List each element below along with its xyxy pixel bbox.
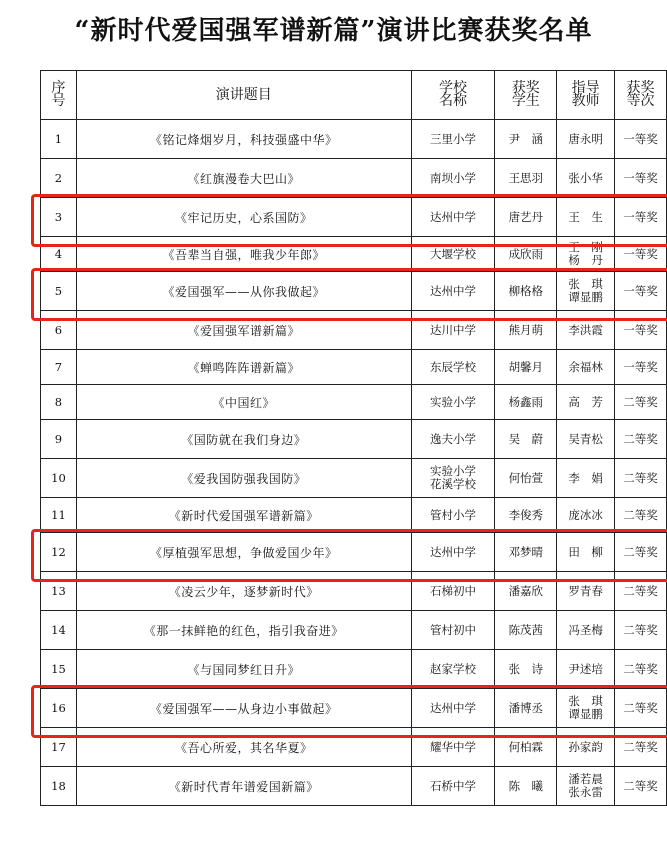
cell-student: 吴 蔚 (495, 420, 557, 459)
cell-school: 耀华中学 (411, 728, 495, 767)
awards-table (40, 70, 667, 806)
table-row (41, 459, 667, 498)
cell-no: 8 (41, 385, 77, 420)
cell-school: 实验小学 花溪学校 (411, 459, 495, 498)
cell-award: 一等奖 (615, 120, 667, 159)
table-row (41, 572, 667, 611)
cell-topic: 《爱国强军——从你我做起》 (76, 272, 411, 311)
cell-award: 二等奖 (615, 420, 667, 459)
cell-no: 7 (41, 350, 77, 385)
cell-topic: 《新时代青年谱爱国新篇》 (76, 767, 411, 806)
page-title: “新时代爱国强军谱新篇”演讲比赛获奖名单 (74, 16, 593, 46)
cell-award: 一等奖 (615, 237, 667, 272)
cell-student: 王思羽 (495, 159, 557, 198)
cell-student: 陈 曦 (495, 767, 557, 806)
cell-student: 杨鑫雨 (495, 385, 557, 420)
cell-topic: 《铭记烽烟岁月，科技强盛中华》 (76, 120, 411, 159)
cell-school: 南坝小学 (411, 159, 495, 198)
cell-teacher: 李 娟 (557, 459, 615, 498)
table-row (41, 420, 667, 459)
cell-no: 15 (41, 650, 77, 689)
cell-topic: 《中国红》 (76, 385, 411, 420)
cell-topic: 《爱国强军谱新篇》 (76, 311, 411, 350)
cell-teacher: 张 琪 谭显鹏 (557, 689, 615, 728)
cell-award: 二等奖 (615, 459, 667, 498)
cell-no: 1 (41, 120, 77, 159)
cell-school: 管村小学 (411, 498, 495, 533)
cell-award: 二等奖 (615, 728, 667, 767)
cell-no: 3 (41, 198, 77, 237)
cell-student: 何柏霖 (495, 728, 557, 767)
cell-no: 2 (41, 159, 77, 198)
cell-topic: 《厚植强军思想，争做爱国少年》 (76, 533, 411, 572)
header-school: 学校 名称 (411, 71, 495, 120)
cell-teacher: 田 柳 (557, 533, 615, 572)
cell-teacher: 余福林 (557, 350, 615, 385)
cell-student: 熊月萌 (495, 311, 557, 350)
cell-teacher: 冯圣梅 (557, 611, 615, 650)
cell-student: 唐艺丹 (495, 198, 557, 237)
table-row (41, 350, 667, 385)
cell-teacher: 王 生 (557, 198, 615, 237)
cell-school: 达州中学 (411, 272, 495, 311)
cell-award: 二等奖 (615, 650, 667, 689)
header-topic: 演讲题目 (76, 71, 411, 120)
table-row (41, 120, 667, 159)
cell-teacher: 王 刚 杨 丹 (557, 237, 615, 272)
cell-teacher: 唐永明 (557, 120, 615, 159)
cell-student: 成欣雨 (495, 237, 557, 272)
table-row (41, 728, 667, 767)
table-row (41, 767, 667, 806)
cell-student: 潘博丞 (495, 689, 557, 728)
cell-topic: 《爱国强军——从身边小事做起》 (76, 689, 411, 728)
table-row (41, 533, 667, 572)
table-row (41, 237, 667, 272)
cell-no: 9 (41, 420, 77, 459)
cell-teacher: 张 琪 谭显鹏 (557, 272, 615, 311)
cell-award: 一等奖 (615, 159, 667, 198)
cell-topic: 《与国同梦红日升》 (76, 650, 411, 689)
table-row (41, 272, 667, 311)
cell-school: 达川中学 (411, 311, 495, 350)
cell-school: 达州中学 (411, 198, 495, 237)
cell-award: 一等奖 (615, 311, 667, 350)
cell-school: 达州中学 (411, 689, 495, 728)
cell-topic: 《新时代爱国强军谱新篇》 (76, 498, 411, 533)
cell-topic: 《那一抹鲜艳的红色，指引我奋进》 (76, 611, 411, 650)
table-row (41, 498, 667, 533)
cell-school: 东辰学校 (411, 350, 495, 385)
cell-no: 18 (41, 767, 77, 806)
cell-topic: 《牢记历史，心系国防》 (76, 198, 411, 237)
cell-no: 4 (41, 237, 77, 272)
cell-award: 一等奖 (615, 198, 667, 237)
cell-student: 陈茂茜 (495, 611, 557, 650)
cell-topic: 《吾辈当自强，唯我少年郎》 (76, 237, 411, 272)
cell-school: 逸夫小学 (411, 420, 495, 459)
cell-award: 二等奖 (615, 611, 667, 650)
cell-teacher: 高 芳 (557, 385, 615, 420)
cell-teacher: 庞冰冰 (557, 498, 615, 533)
cell-topic: 《蝉鸣阵阵谱新篇》 (76, 350, 411, 385)
cell-award: 二等奖 (615, 689, 667, 728)
table-row (41, 650, 667, 689)
table-row (41, 385, 667, 420)
cell-teacher: 张小华 (557, 159, 615, 198)
cell-no: 10 (41, 459, 77, 498)
cell-student: 邓梦晴 (495, 533, 557, 572)
cell-school: 赵家学校 (411, 650, 495, 689)
cell-student: 李俊秀 (495, 498, 557, 533)
cell-student: 柳格格 (495, 272, 557, 311)
cell-school: 实验小学 (411, 385, 495, 420)
cell-teacher: 孙家韵 (557, 728, 615, 767)
cell-no: 11 (41, 498, 77, 533)
cell-no: 6 (41, 311, 77, 350)
cell-topic: 《红旗漫卷大巴山》 (76, 159, 411, 198)
cell-no: 13 (41, 572, 77, 611)
cell-award: 二等奖 (615, 767, 667, 806)
table-row (41, 159, 667, 198)
cell-award: 一等奖 (615, 272, 667, 311)
cell-school: 石桥中学 (411, 767, 495, 806)
cell-school: 达州中学 (411, 533, 495, 572)
header-award: 获奖 等次 (615, 71, 667, 120)
cell-no: 14 (41, 611, 77, 650)
cell-school: 管村初中 (411, 611, 495, 650)
table-row (41, 311, 667, 350)
cell-student: 何怡萱 (495, 459, 557, 498)
cell-school: 石梯初中 (411, 572, 495, 611)
cell-teacher: 尹述培 (557, 650, 615, 689)
cell-topic: 《国防就在我们身边》 (76, 420, 411, 459)
table-row (41, 198, 667, 237)
cell-award: 二等奖 (615, 533, 667, 572)
cell-award: 二等奖 (615, 572, 667, 611)
cell-award: 一等奖 (615, 350, 667, 385)
cell-topic: 《爱我国防强我国防》 (76, 459, 411, 498)
cell-teacher: 潘若晨 张永雷 (557, 767, 615, 806)
cell-award: 二等奖 (615, 385, 667, 420)
cell-student: 张 诗 (495, 650, 557, 689)
cell-student: 尹 涵 (495, 120, 557, 159)
header-row (41, 71, 667, 120)
cell-award: 二等奖 (615, 498, 667, 533)
header-no: 序 号 (41, 71, 77, 120)
cell-no: 17 (41, 728, 77, 767)
cell-student: 潘嘉欣 (495, 572, 557, 611)
header-teacher: 指导 教师 (557, 71, 615, 120)
header-student: 获奖 学生 (495, 71, 557, 120)
cell-topic: 《凌云少年，逐梦新时代》 (76, 572, 411, 611)
cell-student: 胡馨月 (495, 350, 557, 385)
table-row (41, 611, 667, 650)
cell-no: 16 (41, 689, 77, 728)
table-row (41, 689, 667, 728)
cell-no: 12 (41, 533, 77, 572)
cell-school: 大堰学校 (411, 237, 495, 272)
cell-no: 5 (41, 272, 77, 311)
cell-topic: 《吾心所爱，其名华夏》 (76, 728, 411, 767)
cell-teacher: 吴青松 (557, 420, 615, 459)
cell-teacher: 罗青春 (557, 572, 615, 611)
cell-teacher: 李洪霞 (557, 311, 615, 350)
cell-school: 三里小学 (411, 120, 495, 159)
